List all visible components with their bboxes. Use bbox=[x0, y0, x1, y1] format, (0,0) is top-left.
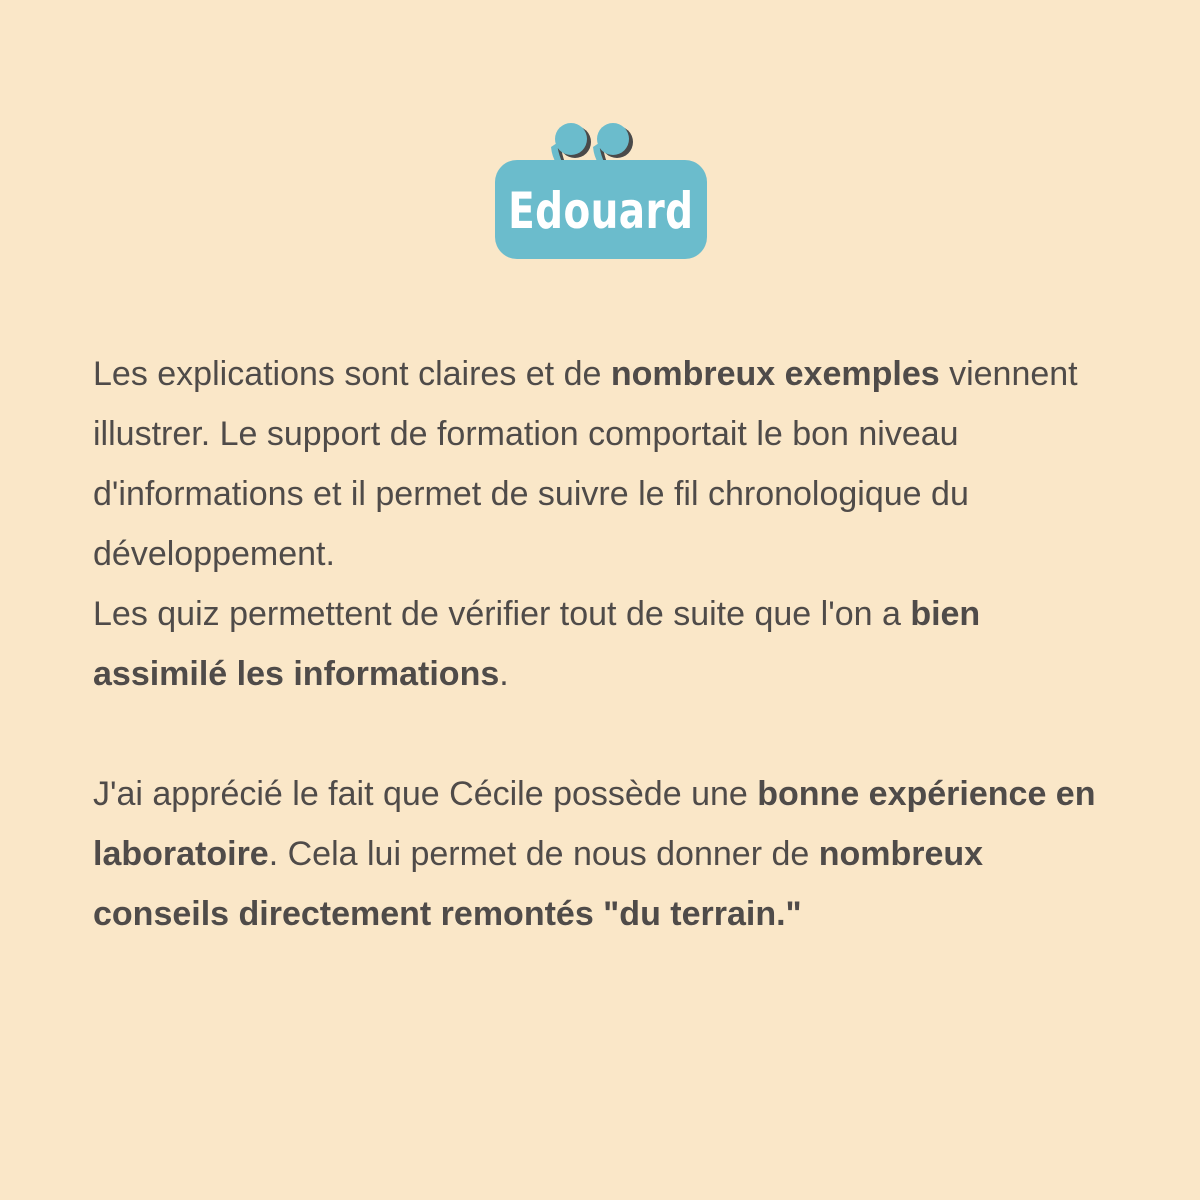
p3-text-1: J'ai apprécié le fait que Cécile possède une bbox=[93, 775, 758, 813]
p1-emphasis-1: nombreux exemples bbox=[610, 355, 940, 393]
p2-text-1: Les quiz permettent de vérifier tout de suite que l'on a bbox=[93, 595, 911, 633]
author-name: Edouard bbox=[508, 181, 694, 240]
p2-emphasis-1: bien assimilé les informations bbox=[93, 595, 981, 693]
p1-text-1: Les explications sont claires et de bbox=[93, 355, 611, 393]
p1-text-2: viennent illustrer. Le support de formation comportait le bon niveau d'informations et il permet de suivre le fil chronologique du développement. bbox=[93, 355, 1078, 573]
name-badge bbox=[495, 160, 707, 259]
author-badge bbox=[495, 120, 707, 260]
testimonial-text bbox=[93, 344, 1103, 944]
p3-emphasis-2: nombreux conseils directement remontés "du terrain." bbox=[93, 835, 984, 933]
p3-emphasis-1: bonne expérience en laboratoire bbox=[93, 775, 1096, 873]
testimonial-paragraph-1 bbox=[93, 344, 1103, 584]
testimonial-paragraph-2 bbox=[93, 584, 1103, 704]
p3-text-2: . Cela lui permet de nous donner de bbox=[268, 835, 819, 873]
testimonial-paragraph-3 bbox=[93, 764, 1103, 944]
p2-text-2: . bbox=[499, 655, 509, 693]
